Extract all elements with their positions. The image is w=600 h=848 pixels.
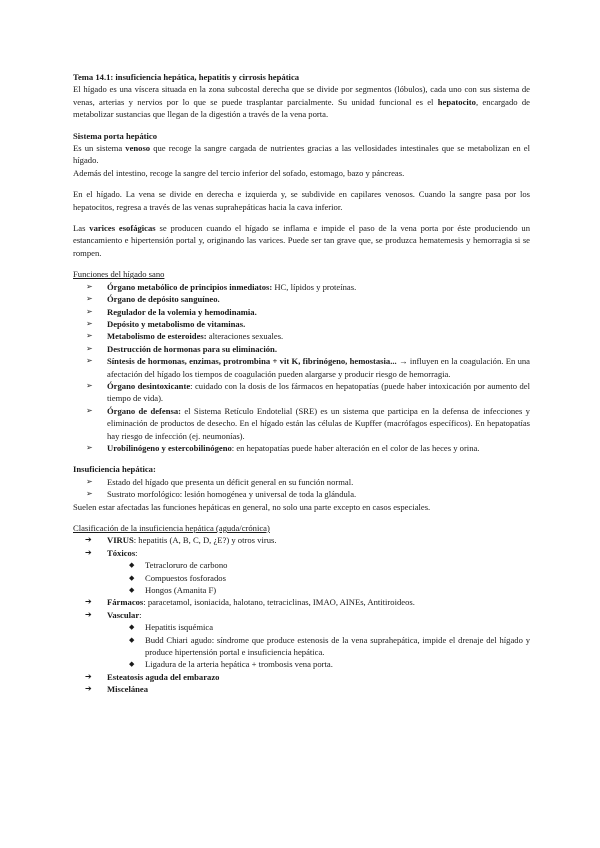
classification-item: ➔ Esteatosis aguda del embarazo — [85, 671, 220, 682]
toxicos-sublist — [73, 559, 530, 596]
classification-list — [73, 534, 530, 695]
classification-item: ➔ Vascular: — [85, 609, 142, 620]
arrow-bullet-icon: ➢ — [86, 356, 93, 366]
list-item: ➢ Estado del hígado que presenta un déficit general en su función normal. — [86, 476, 354, 487]
function-item: ➢ Órgano de defensa: el Sistema Retículo Endotelial (SRE) es un sistema que participa en la defensa de infecciones y eliminación de productos de desecho. En el hígado están las células de Kupffer (macrófagos específicos). En hepatopatías hay riesgo de infección (ej. neumonías). — [86, 405, 530, 441]
sub-item: ◆ Budd Chiari agudo: síndrome que produce estenosis de la vena suprahepática, impide el drenaje del hígado y produce hipertensión portal e insuficiencia hepática. — [129, 634, 530, 658]
insuficiencia-list — [73, 476, 530, 501]
arrow-bullet-icon: ➢ — [86, 281, 93, 291]
list-item: ➢ Sustrato morfológico: lesión homogénea y universal de toda la glándula. — [86, 489, 357, 500]
sub-item: ◆ Hepatitis isquémica — [129, 622, 214, 633]
classification-item: ➔ Fármacos: paracetamol, isoniacida, halotano, tetraciclinas, IMAO, AINEs, Antitiroideos. — [85, 597, 415, 608]
arrow-bullet-icon: ➔ — [85, 535, 92, 545]
diamond-bullet-icon: ◆ — [129, 586, 135, 595]
arrow-bullet-icon: ➢ — [86, 489, 93, 499]
portal-paragraph-1: Es un sistema venoso que recoge la sangre cargada de nutrientes gracias a las vellosidades intestinales que se metabolizan en el hígado. — [73, 143, 530, 166]
function-item: ➢ Depósito y metabolismo de vitaminas. — [86, 318, 246, 329]
arrow-bullet-icon: ➢ — [86, 343, 93, 353]
function-item: ➢ Urobilinógeno y estercobilinógeno: en hepatopatías puede haber alteración en el color de las heces y orina. — [86, 442, 480, 453]
arrow-bullet-icon: ➔ — [85, 547, 92, 557]
diamond-bullet-icon: ◆ — [129, 623, 135, 632]
arrow-bullet-icon: ➔ — [85, 684, 92, 694]
arrow-bullet-icon: ➢ — [86, 380, 93, 390]
document-title: Tema 14.1: insuficiencia hepática, hepatitis y cirrosis hepática — [73, 72, 300, 82]
functions-list — [73, 281, 530, 455]
diamond-bullet-icon: ◆ — [129, 561, 135, 570]
classification-item: ➔ Tóxicos: — [85, 547, 138, 558]
document-page — [73, 71, 530, 696]
arrow-bullet-icon: ➢ — [86, 318, 93, 328]
arrow-bullet-icon: ➔ — [85, 597, 92, 607]
functions-heading: Funciones del hígado sano — [73, 269, 165, 280]
function-item: ➢ Síntesis de hormonas, enzimas, protrombina + vit K, fibrinógeno, hemostasia... → influyen en la coagulación. En una afectación del hígado los tiempos de coagulación pueden alargarse y producir riesgo de hemorragia. — [86, 356, 530, 379]
sub-item: ◆ Ligadura de la arteria hepática + trombosis vena porta. — [129, 659, 333, 670]
arrow-bullet-icon: ➔ — [85, 609, 92, 619]
arrow-bullet-icon: ➢ — [86, 294, 93, 304]
insuficiencia-note: Suelen estar afectadas las funciones hepáticas en general, no solo una parte excepto en casos especiales. — [73, 501, 431, 512]
function-item: ➢ Órgano desintoxicante: cuidado con la dosis de los fármacos en hepatopatías (puede haber intoxicación por aumento del tiempo de vida). — [86, 380, 530, 404]
classification-heading: Clasificación de la insuficiencia hepática (aguda/crónica) — [73, 523, 270, 533]
diamond-bullet-icon: ◆ — [129, 573, 135, 582]
diamond-bullet-icon: ◆ — [129, 660, 135, 669]
sub-item: ◆ Hongos (Amanita F) — [129, 585, 217, 596]
function-item: ➢ Destrucción de hormonas para su eliminación. — [86, 343, 277, 354]
portal-paragraph-2: Además del intestino, recoge la sangre del tercio inferior del sofado, estomago, bazo y páncreas. — [73, 167, 405, 178]
diamond-bullet-icon: ◆ — [129, 635, 135, 644]
function-item: ➢ Metabolismo de esteroides: alteraciones sexuales. — [86, 331, 284, 342]
portal-paragraph-3: En el hígado. La vena se divide en derecha e izquierda y, se subdivide en capilares venosos. Cuando la sangre pasa por los hepatocitos, regresa a través de las venas suprahepáticas hacia la cava inferior. — [73, 189, 530, 212]
varices-paragraph: Las varices esofágicas se producen cuando el hígado se inflama e impide el paso de la vena porta por éste produciendo un estancamiento e hipertensión portal y, originando las varices. Puede ser tan grave que, se produzca hematemesis y hemorragia si se rompen. — [73, 223, 531, 258]
sub-item: ◆ Compuestos fosforados — [129, 572, 226, 583]
classification-item: ➔ Miscelánea — [85, 684, 149, 695]
intro-paragraph: El hígado es una víscera situada en la zona subcostal derecha que se divide por segmentos (lóbulos), cada uno con sus sistema de venas, arterias y nervios por lo que se puede trasplantar parcialmente. Su unidad funcional es el hepatocito, encargado de metabolizar sustancias que llegan de la digestión a través de la vena porta. — [73, 84, 530, 120]
arrow-bullet-icon: ➢ — [86, 331, 93, 341]
sub-item: ◆ Tetracloruro de carbono — [129, 560, 228, 571]
arrow-bullet-icon: ➢ — [86, 476, 93, 486]
portal-heading: Sistema porta hepático — [73, 130, 158, 141]
arrow-bullet-icon: ➢ — [86, 405, 93, 415]
arrow-bullet-icon: ➢ — [86, 442, 93, 452]
arrow-bullet-icon: ➢ — [86, 306, 93, 316]
arrow-bullet-icon: ➔ — [85, 671, 92, 681]
function-item: ➢ Órgano de depósito sanguíneo. — [86, 294, 220, 305]
insuficiencia-heading: Insuficiencia hepática: — [73, 464, 156, 475]
function-item: ➢ Órgano metabólico de principios inmediatos: HC, lípidos y proteínas. — [86, 281, 357, 292]
function-item: ➢ Regulador de la volemia y hemodinamia. — [86, 306, 257, 317]
classification-item: ➔ VIRUS: hepatitis (A, B, C, D, ¿E?) y otros virus. — [85, 535, 277, 546]
vascular-sublist — [73, 621, 530, 671]
